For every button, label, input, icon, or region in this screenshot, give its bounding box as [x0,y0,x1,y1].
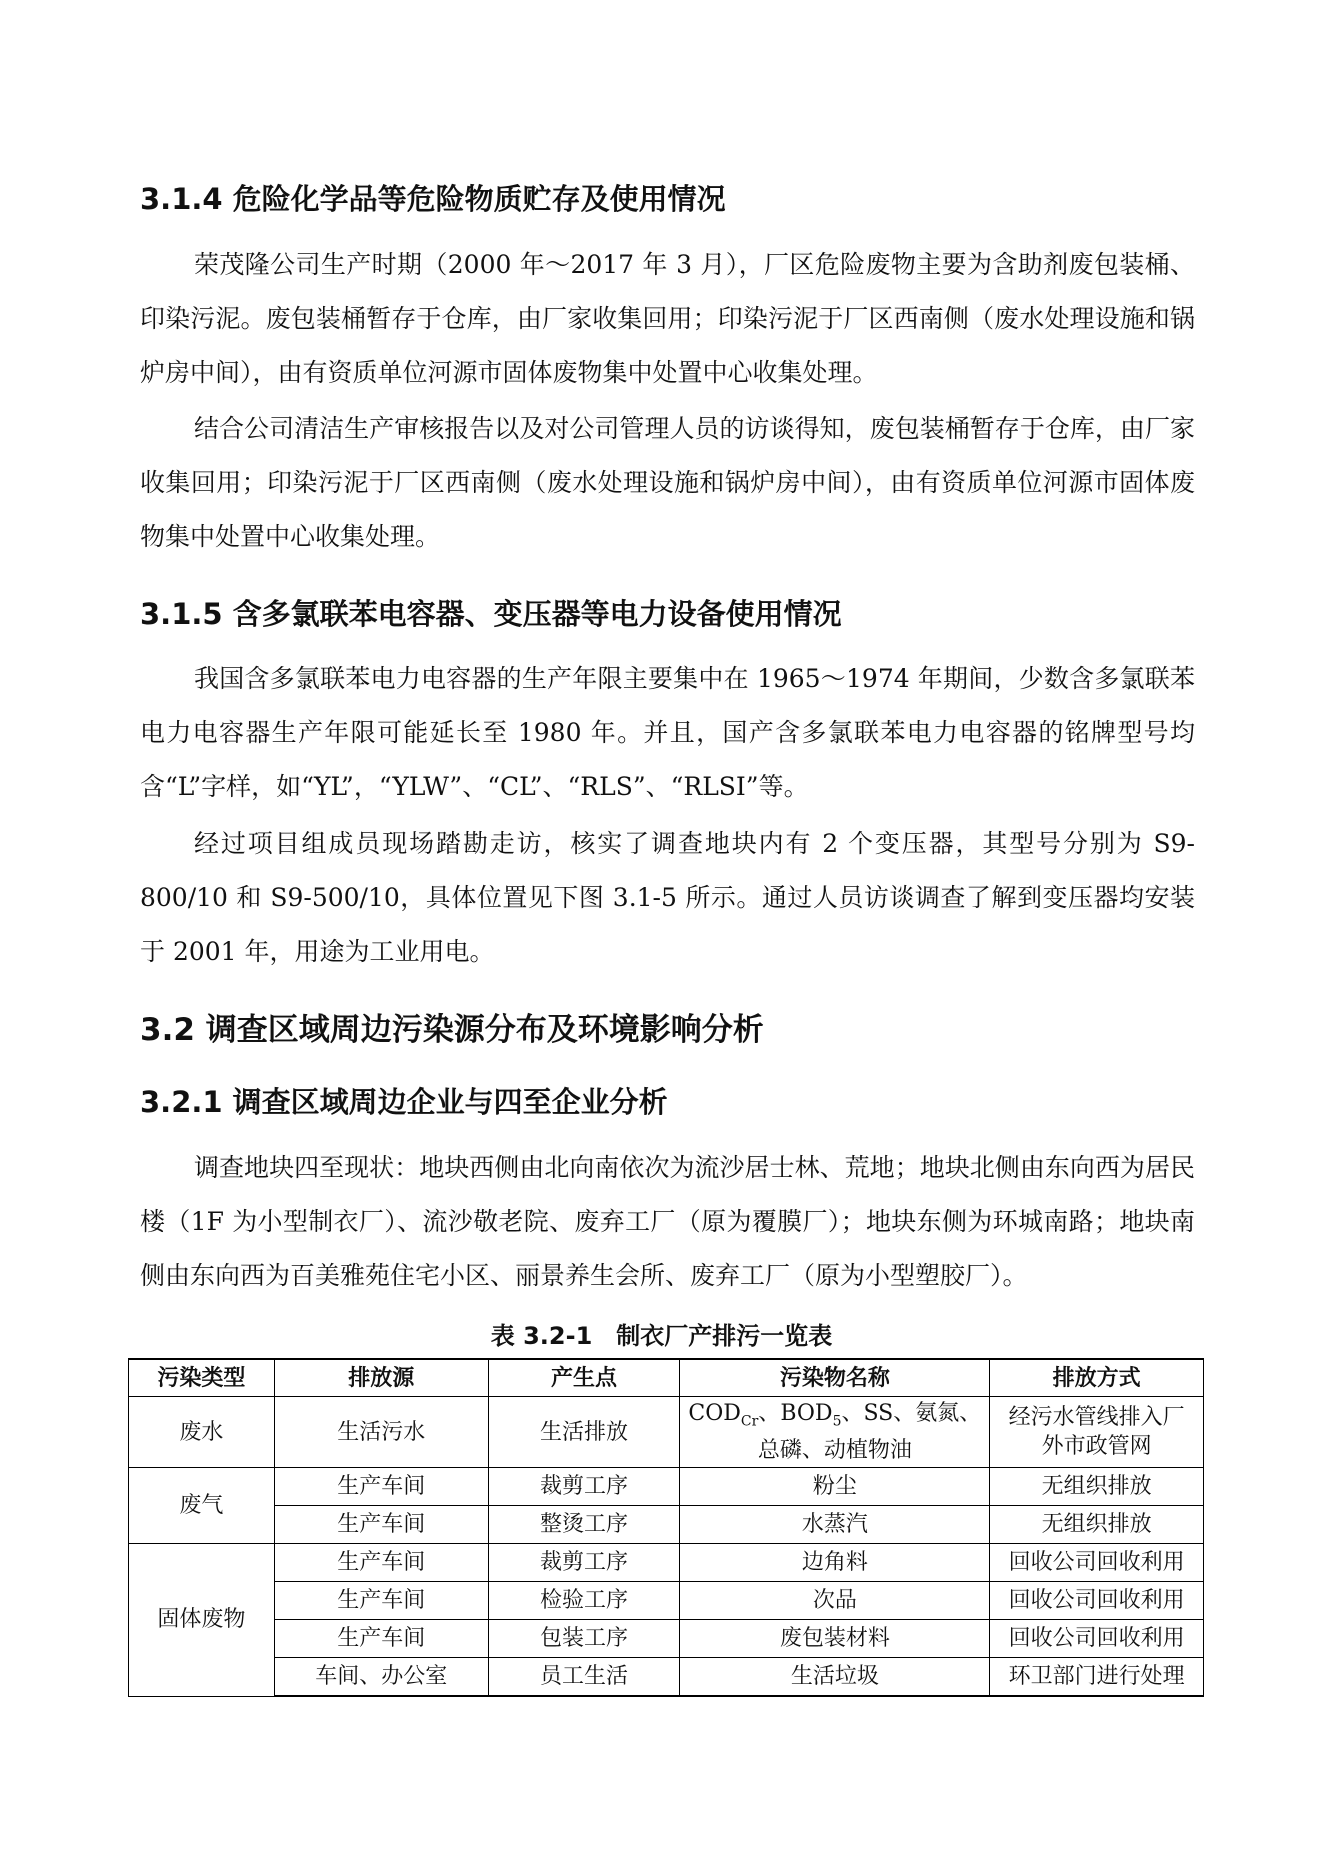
cell-source: 车间、办公室 [274,1658,488,1697]
header-discharge-method: 排放方式 [990,1359,1204,1397]
paragraph-3-1-5-1: 我国含多氯联苯电力电容器的生产年限主要集中在 1965～1974 年期间，少数含多氯联苯电力电容器生产年限可能延长至 1980 年。并且，国产含多氯联苯电力电容器的铭牌型号均含“L”字样，如“YL”，“YLW”、“CL”、“RLS”、“RLSI”等。 [140,664,1195,801]
method-line1: 经污水管线排入厂 [1008,1405,1185,1430]
heading-3-2: 3.2 调查区域周边污染源分布及环境影响分析 [140,1012,764,1048]
cell-method [990,1397,1204,1468]
cell-origin: 生活排放 [488,1397,680,1468]
cell-origin: 员工生活 [488,1658,680,1697]
cell-pollutant: 次品 [680,1582,990,1620]
cell-source: 生活污水 [274,1397,488,1468]
table-row [129,1506,1204,1544]
pollutant-cod: COD [688,1400,741,1426]
cell-origin: 整烫工序 [488,1506,680,1544]
header-pollutant-name: 污染物名称 [680,1359,990,1397]
table-row [129,1582,1204,1620]
cell-pollutant: 边角料 [680,1544,990,1582]
table-caption: 表 3.2-1 制衣厂产排污一览表 [490,1322,833,1350]
cell-pollutant: 水蒸汽 [680,1506,990,1544]
cell-pollutant [680,1397,990,1468]
cell-pollutant: 生活垃圾 [680,1658,990,1697]
heading-3-1-5: 3.1.5 含多氯联苯电容器、变压器等电力设备使用情况 [140,597,842,631]
cell-method: 回收公司回收利用 [990,1620,1204,1658]
cell-source: 生产车间 [274,1468,488,1506]
cell-method: 无组织排放 [990,1468,1204,1506]
group-cell-exhaust-gas: 废气 [129,1468,275,1544]
pollutant-cod-sub: Cr [740,1413,759,1430]
group-cell-wastewater: 废水 [129,1397,275,1468]
group-cell-solid-waste: 固体废物 [129,1544,275,1697]
cell-source: 生产车间 [274,1544,488,1582]
cell-source: 生产车间 [274,1506,488,1544]
pollutant-sep: 、 [758,1400,781,1426]
cell-pollutant: 粉尘 [680,1468,990,1506]
paragraph-3-2-1-1: 调查地块四至现状：地块西侧由北向南依次为流沙居士林、荒地；地块北侧由东向西为居民楼（1F 为小型制衣厂）、流沙敬老院、废弃工厂（原为覆膜厂）；地块东侧为环城南路；地块南侧由东向西为百美雅苑住宅小区、丽景养生会所、废弃工厂（原为小型塑胶厂）。 [140,1153,1195,1290]
pollution-table [128,1358,1204,1697]
pollutant-bod: BOD [780,1400,833,1426]
cell-source: 生产车间 [274,1620,488,1658]
header-pollution-type: 污染类型 [129,1359,275,1397]
table-row [129,1468,1204,1506]
cell-method: 回收公司回收利用 [990,1544,1204,1582]
heading-3-2-1: 3.2.1 调查区域周边企业与四至企业分析 [140,1085,668,1119]
heading-3-1-4: 3.1.4 危险化学品等危险物质贮存及使用情况 [140,182,726,216]
pollutant-bod-sub: 5 [832,1413,842,1430]
cell-origin: 裁剪工序 [488,1468,680,1506]
cell-origin: 裁剪工序 [488,1544,680,1582]
cell-source: 生产车间 [274,1582,488,1620]
table-row [129,1544,1204,1582]
header-source: 排放源 [274,1359,488,1397]
paragraph-3-1-4-1: 荣茂隆公司生产时期（2000 年～2017 年 3 月），厂区危险废物主要为含助剂废包装桶、印染污泥。废包装桶暂存于仓库，由厂家收集回用；印染污泥于厂区西南侧（废水处理设施和锅炉房中间），由有资质单位河源市固体废物集中处置中心收集处理。 [140,250,1195,387]
pollutant-rest: 、SS、氨氮、 [841,1400,982,1426]
cell-method: 无组织排放 [990,1506,1204,1544]
pollutant-line2: 总磷、动植物油 [757,1438,912,1464]
paragraph-3-1-5-2: 经过项目组成员现场踏勘走访，核实了调查地块内有 2 个变压器，其型号分别为 S9-800/10 和 S9-500/10，具体位置见下图 3.1-5 所示。通过人员访谈调查了解到变压器均安装于 2001 年，用途为工业用电。 [140,829,1195,966]
cell-method: 环卫部门进行处理 [990,1658,1204,1697]
cell-origin: 包装工序 [488,1620,680,1658]
header-origin-point: 产生点 [488,1359,680,1397]
cell-origin: 检验工序 [488,1582,680,1620]
table-row [129,1658,1204,1697]
method-line2: 外市政管网 [1041,1434,1152,1459]
table-row [129,1620,1204,1658]
table-header-row [129,1359,1204,1397]
cell-method: 回收公司回收利用 [990,1582,1204,1620]
paragraph-3-1-4-2: 结合公司清洁生产审核报告以及对公司管理人员的访谈得知，废包装桶暂存于仓库，由厂家收集回用；印染污泥于厂区西南侧（废水处理设施和锅炉房中间），由有资质单位河源市固体废物集中处置中心收集处理。 [140,414,1195,551]
table-row [129,1397,1204,1468]
cell-pollutant: 废包装材料 [680,1620,990,1658]
